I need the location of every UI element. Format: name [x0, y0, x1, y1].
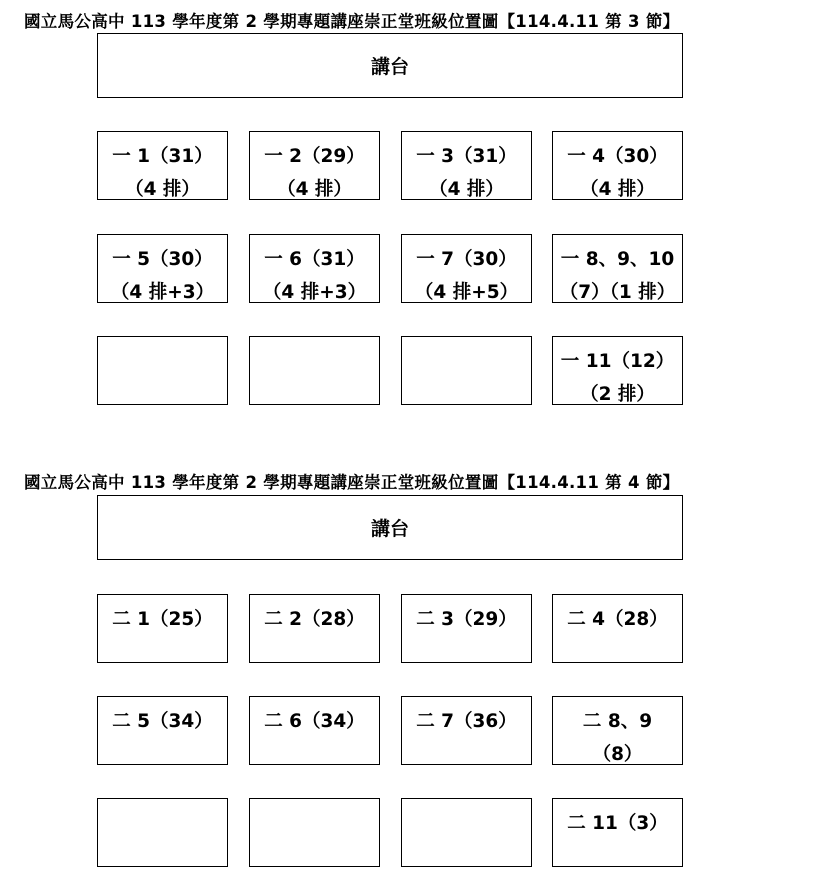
- stage-label: 講台: [370, 518, 409, 540]
- class-label: 一 5（30）: [112, 249, 213, 270]
- class-label: 一 1（31）: [112, 146, 213, 167]
- class-label: 一 11（12）: [560, 351, 675, 372]
- class-label: 二 8、9: [582, 711, 653, 732]
- class-rows: （4 排）: [277, 179, 352, 200]
- seat-block: [552, 234, 683, 303]
- class-label: 二 11（3）: [567, 813, 668, 834]
- class-label: 一 2（29）: [264, 146, 365, 167]
- seat-block: [401, 234, 532, 303]
- class-label: 二 5（34）: [112, 711, 213, 732]
- class-rows: （7）（1 排）: [559, 282, 676, 303]
- class-label: 一 7（30）: [416, 249, 517, 270]
- class-rows: （4 排）: [429, 179, 504, 200]
- class-rows: （4 排）: [580, 179, 655, 200]
- seat-block: [401, 696, 532, 765]
- seat-block: [552, 336, 683, 405]
- stage-label: 講台: [370, 56, 409, 78]
- seat-block-empty: [249, 798, 380, 867]
- seat-block-empty: [401, 336, 532, 405]
- seat-block: [97, 696, 228, 765]
- seat-block: [401, 131, 532, 200]
- class-label: 一 4（30）: [567, 146, 668, 167]
- section-2-stage: [97, 495, 683, 560]
- class-label: 一 8、9、10: [560, 249, 675, 270]
- seat-block: [249, 131, 380, 200]
- seat-block: [552, 696, 683, 765]
- class-rows: （4 排+5）: [414, 282, 519, 303]
- seat-block: [97, 594, 228, 663]
- seat-block: [552, 798, 683, 867]
- seat-block: [97, 131, 228, 200]
- seat-block: [97, 234, 228, 303]
- seat-block-empty: [97, 798, 228, 867]
- seat-block: [249, 594, 380, 663]
- class-label: 二 7（36）: [416, 711, 517, 732]
- seat-block: [249, 234, 380, 303]
- class-rows: （2 排）: [580, 384, 655, 405]
- section-1-stage: [97, 33, 683, 98]
- seat-block-empty: [401, 798, 532, 867]
- class-label: 一 6（31）: [264, 249, 365, 270]
- class-count: （8）: [592, 744, 643, 765]
- seat-block-empty: [249, 336, 380, 405]
- section-1-title: 國立馬公高中 113 學年度第 2 學期專題講座崇正堂班級位置圖【114.4.11 第 3 節】: [24, 12, 680, 31]
- class-rows: （4 排+3）: [262, 282, 367, 303]
- class-label: 二 4（28）: [567, 609, 668, 630]
- class-label: 二 1（25）: [112, 609, 213, 630]
- seat-block: [249, 696, 380, 765]
- seat-block: [401, 594, 532, 663]
- class-rows: （4 排）: [125, 179, 200, 200]
- class-label: 一 3（31）: [416, 146, 517, 167]
- seat-block: [552, 594, 683, 663]
- class-label: 二 6（34）: [264, 711, 365, 732]
- seat-block: [552, 131, 683, 200]
- class-label: 二 2（28）: [264, 609, 365, 630]
- seat-block-empty: [97, 336, 228, 405]
- section-2-title: 國立馬公高中 113 學年度第 2 學期專題講座崇正堂班級位置圖【114.4.11 第 4 節】: [24, 473, 680, 492]
- class-label: 二 3（29）: [416, 609, 517, 630]
- class-rows: （4 排+3）: [110, 282, 215, 303]
